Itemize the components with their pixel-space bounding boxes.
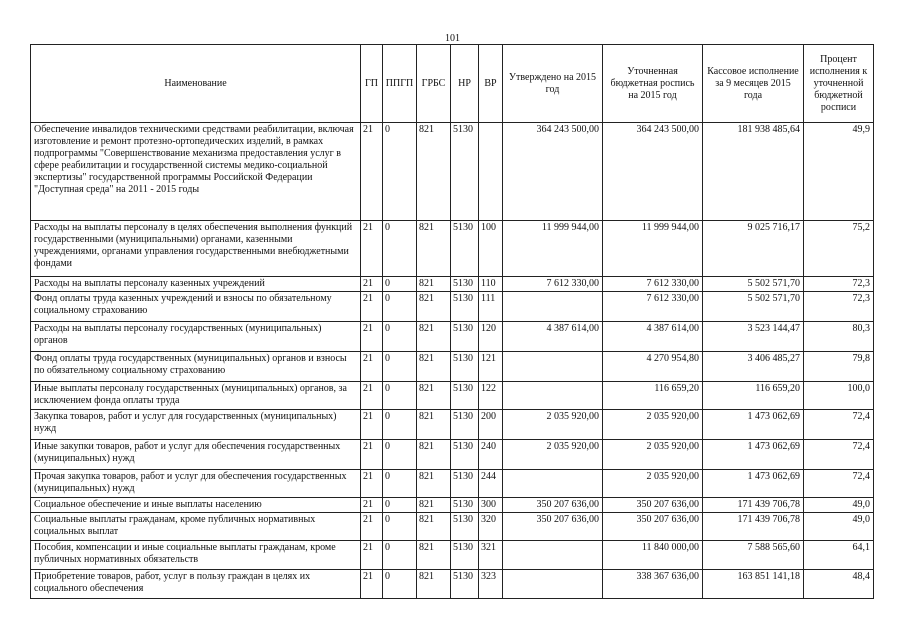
row-name: Прочая закупка товаров, работ и услуг для обеспечения государственных (муниципальных) нужд (31, 470, 361, 498)
row-nr: 5130 (451, 352, 479, 382)
row-vr: 300 (479, 498, 503, 513)
row-grbs: 821 (417, 382, 451, 410)
row-vr: 100 (479, 221, 503, 277)
row-vr (479, 123, 503, 221)
row-cash: 3 406 485,27 (703, 352, 804, 382)
row-name: Обеспечение инвалидов техническими средствами реабилитации, включая изготовление и ремонт протезно-ортопедических изделий, в рамках подпрограммы "Совершенствование механизма предоставления услуг в сфере реабилитации и государственной системы медико-социальной экспертизы" государственной программы Российской Федерации "Доступная среда" на 2011 - 2015 годы (31, 123, 361, 221)
row-ppgp: 0 (383, 382, 417, 410)
row-grbs: 821 (417, 352, 451, 382)
table-row (31, 570, 874, 599)
col-header-vr: ВР (479, 45, 503, 123)
row-name: Иные закупки товаров, работ и услуг для обеспечения государственных (муниципальных) нужд (31, 440, 361, 470)
row-refined: 116 659,20 (603, 382, 703, 410)
row-percent: 49,0 (804, 513, 874, 541)
row-name: Социальное обеспечение и иные выплаты населению (31, 498, 361, 513)
row-cash: 1 473 062,69 (703, 470, 804, 498)
row-grbs: 821 (417, 410, 451, 440)
row-refined: 338 367 636,00 (603, 570, 703, 599)
row-ppgp: 0 (383, 541, 417, 570)
row-refined: 11 999 944,00 (603, 221, 703, 277)
row-nr: 5130 (451, 292, 479, 322)
row-nr: 5130 (451, 470, 479, 498)
row-ppgp: 0 (383, 322, 417, 352)
row-cash: 116 659,20 (703, 382, 804, 410)
table-row (31, 541, 874, 570)
row-gp: 21 (361, 570, 383, 599)
row-ppgp: 0 (383, 470, 417, 498)
row-name: Закупка товаров, работ и услуг для государственных (муниципальных) нужд (31, 410, 361, 440)
row-refined: 2 035 920,00 (603, 410, 703, 440)
row-cash: 163 851 141,18 (703, 570, 804, 599)
row-ppgp: 0 (383, 513, 417, 541)
row-grbs: 821 (417, 440, 451, 470)
row-nr: 5130 (451, 382, 479, 410)
row-ppgp: 0 (383, 570, 417, 599)
row-vr: 122 (479, 382, 503, 410)
row-vr: 110 (479, 277, 503, 292)
row-nr: 5130 (451, 570, 479, 599)
row-name: Социальные выплаты гражданам, кроме публичных нормативных социальных выплат (31, 513, 361, 541)
row-nr: 5130 (451, 322, 479, 352)
row-ppgp: 0 (383, 221, 417, 277)
row-percent: 72,3 (804, 277, 874, 292)
row-cash: 171 439 706,78 (703, 513, 804, 541)
col-header-name: Наименование (31, 45, 361, 123)
row-approved (503, 292, 603, 322)
row-ppgp: 0 (383, 123, 417, 221)
row-percent: 72,4 (804, 440, 874, 470)
col-header-refined: Уточненная бюджетная роспись на 2015 год (603, 45, 703, 123)
row-approved (503, 470, 603, 498)
table-row (31, 352, 874, 382)
row-refined: 7 612 330,00 (603, 277, 703, 292)
row-approved: 350 207 636,00 (503, 513, 603, 541)
row-grbs: 821 (417, 498, 451, 513)
table-row (31, 470, 874, 498)
row-grbs: 821 (417, 541, 451, 570)
row-percent: 48,4 (804, 570, 874, 599)
row-refined: 4 270 954,80 (603, 352, 703, 382)
row-name: Иные выплаты персоналу государственных (муниципальных) органов, за исключением фонда оплаты труда (31, 382, 361, 410)
row-name: Расходы на выплаты персоналу в целях обеспечения выполнения функций государственными (муниципальными) органами, казенными учреждениями, органами управления государственными внебюджетными фондами (31, 221, 361, 277)
row-nr: 5130 (451, 513, 479, 541)
row-gp: 21 (361, 292, 383, 322)
row-grbs: 821 (417, 570, 451, 599)
table-row (31, 322, 874, 352)
row-approved: 2 035 920,00 (503, 410, 603, 440)
table-row (31, 277, 874, 292)
row-name: Пособия, компенсации и иные социальные выплаты гражданам, кроме публичных нормативных обязательств (31, 541, 361, 570)
col-header-ppgp: ППГП (383, 45, 417, 123)
row-percent: 72,3 (804, 292, 874, 322)
row-cash: 1 473 062,69 (703, 440, 804, 470)
row-vr: 111 (479, 292, 503, 322)
row-approved: 364 243 500,00 (503, 123, 603, 221)
row-vr: 244 (479, 470, 503, 498)
row-percent: 49,9 (804, 123, 874, 221)
row-gp: 21 (361, 498, 383, 513)
row-cash: 1 473 062,69 (703, 410, 804, 440)
row-gp: 21 (361, 382, 383, 410)
row-name: Приобретение товаров, работ, услуг в пользу граждан в целях их социального обеспечения (31, 570, 361, 599)
row-refined: 7 612 330,00 (603, 292, 703, 322)
row-gp: 21 (361, 541, 383, 570)
row-nr: 5130 (451, 410, 479, 440)
row-refined: 2 035 920,00 (603, 470, 703, 498)
row-nr: 5130 (451, 123, 479, 221)
col-header-percent: Процент исполнения к уточненной бюджетной росписи (804, 45, 874, 123)
col-header-gp: ГП (361, 45, 383, 123)
row-ppgp: 0 (383, 292, 417, 322)
row-vr: 323 (479, 570, 503, 599)
row-grbs: 821 (417, 322, 451, 352)
row-percent: 100,0 (804, 382, 874, 410)
row-percent: 64,1 (804, 541, 874, 570)
table-row (31, 410, 874, 440)
row-gp: 21 (361, 221, 383, 277)
row-gp: 21 (361, 277, 383, 292)
row-approved: 2 035 920,00 (503, 440, 603, 470)
table-row (31, 123, 874, 221)
table-row (31, 292, 874, 322)
row-gp: 21 (361, 123, 383, 221)
row-ppgp: 0 (383, 498, 417, 513)
row-grbs: 821 (417, 123, 451, 221)
row-nr: 5130 (451, 498, 479, 513)
row-cash: 9 025 716,17 (703, 221, 804, 277)
row-percent: 49,0 (804, 498, 874, 513)
row-name: Расходы на выплаты персоналу государственных (муниципальных) органов (31, 322, 361, 352)
row-ppgp: 0 (383, 410, 417, 440)
row-percent: 75,2 (804, 221, 874, 277)
row-approved (503, 352, 603, 382)
row-refined: 350 207 636,00 (603, 498, 703, 513)
row-percent: 72,4 (804, 410, 874, 440)
row-refined: 364 243 500,00 (603, 123, 703, 221)
row-cash: 5 502 571,70 (703, 292, 804, 322)
row-approved (503, 541, 603, 570)
row-nr: 5130 (451, 277, 479, 292)
table-row (31, 221, 874, 277)
row-refined: 2 035 920,00 (603, 440, 703, 470)
row-gp: 21 (361, 513, 383, 541)
row-nr: 5130 (451, 440, 479, 470)
col-header-cash: Кассовое исполнение за 9 месяцев 2015 года (703, 45, 804, 123)
row-approved: 4 387 614,00 (503, 322, 603, 352)
row-cash: 3 523 144,47 (703, 322, 804, 352)
table-row (31, 440, 874, 470)
row-cash: 171 439 706,78 (703, 498, 804, 513)
budget-table (30, 44, 874, 599)
row-name: Расходы на выплаты персоналу казенных учреждений (31, 277, 361, 292)
row-vr: 200 (479, 410, 503, 440)
col-header-nr: НР (451, 45, 479, 123)
row-approved (503, 382, 603, 410)
row-ppgp: 0 (383, 277, 417, 292)
row-grbs: 821 (417, 221, 451, 277)
row-grbs: 821 (417, 292, 451, 322)
header-row (31, 45, 874, 123)
row-nr: 5130 (451, 541, 479, 570)
table-row (31, 513, 874, 541)
row-approved: 7 612 330,00 (503, 277, 603, 292)
row-vr: 120 (479, 322, 503, 352)
page-number: 101 (445, 33, 460, 44)
row-name: Фонд оплаты труда государственных (муниципальных) органов и взносы по обязательному социальному страхованию (31, 352, 361, 382)
row-vr: 121 (479, 352, 503, 382)
row-approved (503, 570, 603, 599)
row-percent: 79,8 (804, 352, 874, 382)
row-approved: 350 207 636,00 (503, 498, 603, 513)
row-nr: 5130 (451, 221, 479, 277)
row-cash: 5 502 571,70 (703, 277, 804, 292)
row-refined: 4 387 614,00 (603, 322, 703, 352)
row-approved: 11 999 944,00 (503, 221, 603, 277)
row-vr: 320 (479, 513, 503, 541)
row-gp: 21 (361, 470, 383, 498)
row-percent: 72,4 (804, 470, 874, 498)
row-gp: 21 (361, 440, 383, 470)
row-ppgp: 0 (383, 440, 417, 470)
row-refined: 350 207 636,00 (603, 513, 703, 541)
row-gp: 21 (361, 352, 383, 382)
row-gp: 21 (361, 410, 383, 440)
row-grbs: 821 (417, 513, 451, 541)
col-header-approved: Утверждено на 2015 год (503, 45, 603, 123)
row-grbs: 821 (417, 277, 451, 292)
row-percent: 80,3 (804, 322, 874, 352)
table-row (31, 382, 874, 410)
row-name: Фонд оплаты труда казенных учреждений и взносы по обязательному социальному страхованию (31, 292, 361, 322)
row-refined: 11 840 000,00 (603, 541, 703, 570)
row-vr: 240 (479, 440, 503, 470)
row-cash: 7 588 565,60 (703, 541, 804, 570)
row-grbs: 821 (417, 470, 451, 498)
row-ppgp: 0 (383, 352, 417, 382)
table-row (31, 498, 874, 513)
row-vr: 321 (479, 541, 503, 570)
row-cash: 181 938 485,64 (703, 123, 804, 221)
row-gp: 21 (361, 322, 383, 352)
col-header-grbs: ГРБС (417, 45, 451, 123)
